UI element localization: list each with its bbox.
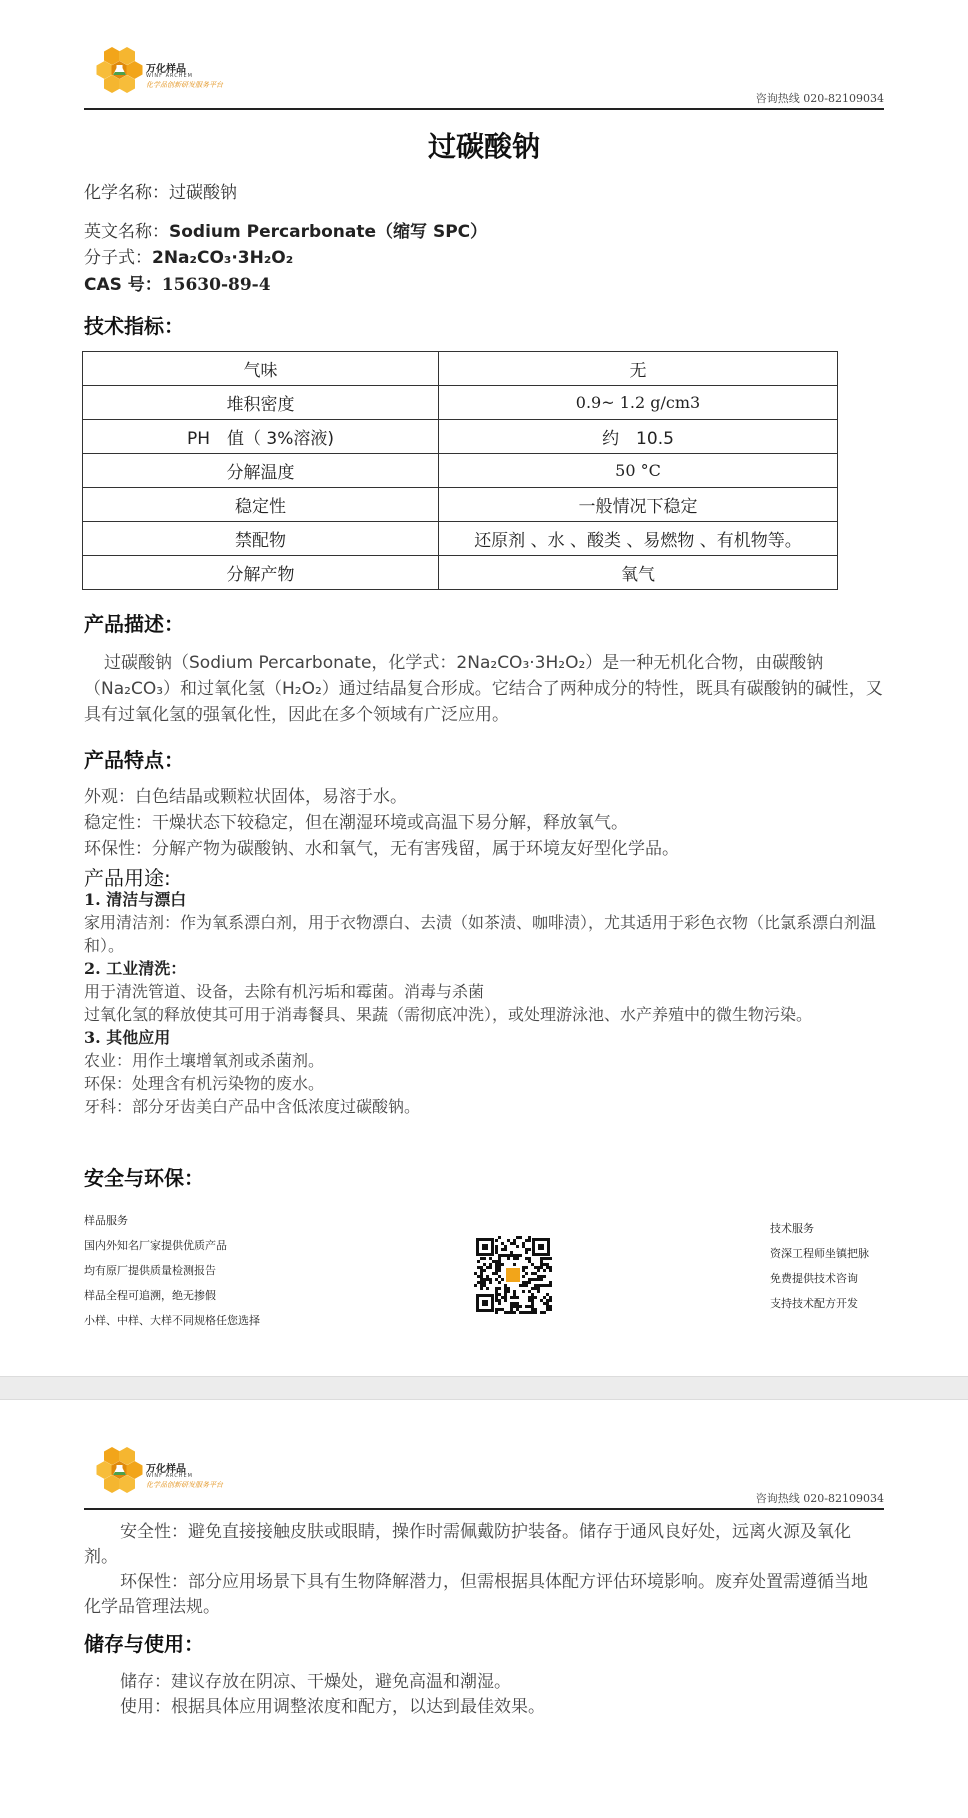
description-paragraph: 过碳酸钠（Sodium Percarbonate，化学式：2Na₂CO₃·3H₂O₂）是一种无机化合物，由碳酸钠（Na₂CO₃）和过氧化氢（H₂O₂）通过结晶复合形成。它结合了两种成分的特性，既具有碳酸钠的碱性，又具有过氧化氢的强氧化性，因此在多个领域有广泛应用。 <box>84 653 883 725</box>
table-row <box>83 454 838 488</box>
chemical-name-label: 化学名称： <box>84 183 169 203</box>
storage-text: 储存：建议存放在阴凉、干燥处，避免高温和潮湿。 <box>120 1672 511 1692</box>
uses-section-3-line-3: 牙科：部分牙齿美白产品中含低浓度过碳酸钠。 <box>84 1097 421 1116</box>
features-list <box>84 784 884 862</box>
brand-name: 万化样品 <box>146 64 186 75</box>
honeycomb-icon <box>97 1447 143 1493</box>
brand-name-en: WINF ARCHEM <box>146 73 193 79</box>
uses-section-3-line-2: 环保：处理含有机污染物的废水。 <box>84 1074 325 1093</box>
brand-name-en: WINF ARCHEM <box>146 1473 193 1479</box>
uses-heading: 产品用途: <box>84 866 171 890</box>
feature-appearance: 外观：白色结晶或颗粒状固体，易溶于水。 <box>84 787 407 807</box>
cas-label: CAS 号： <box>84 275 162 295</box>
cas-row <box>84 270 271 295</box>
uses-section-3-title: 3. 其他应用 <box>84 1028 171 1047</box>
chemical-name-value: 过碳酸钠 <box>169 183 237 203</box>
tech-service-item: 支持技术配方开发 <box>770 1297 858 1310</box>
table-row <box>83 522 838 556</box>
english-name-value: Sodium Percarbonate（缩写 SPC） <box>169 222 488 242</box>
tech-service-list <box>770 1216 869 1316</box>
safety-heading: 安全与环保： <box>84 1166 204 1190</box>
specs-heading: 技术指标： <box>84 314 184 338</box>
safety-text: 安全性：避免直接接触皮肤或眼睛，操作时需佩戴防护装备。储存于通风良好处，远离火源及氧化剂。 <box>84 1522 851 1567</box>
formula-value: 2Na₂CO₃·3H₂O₂ <box>152 248 294 268</box>
table-cell-key: 堆积密度 <box>83 386 439 420</box>
uses-section-1-text: 家用清洁剂：作为氧系漂白剂，用于衣物漂白、去渍（如茶渍、咖啡渍），尤其适用于彩色衣物（比氯系漂白剂温和）。 <box>84 913 877 955</box>
page-header <box>84 1444 884 1510</box>
table-cell-key: 气味 <box>83 352 439 386</box>
tech-service-title: 技术服务 <box>770 1222 814 1235</box>
formula-row <box>84 243 293 268</box>
table-cell-key: 禁配物 <box>83 522 439 556</box>
hotline: 咨询热线 020-82109034 <box>755 1492 884 1505</box>
table-cell-key: 分解产物 <box>83 556 439 590</box>
table-cell-key: PH 值（ 3%溶液) <box>83 420 439 454</box>
table-row <box>83 420 838 454</box>
sample-service-title: 样品服务 <box>84 1214 128 1227</box>
table-cell-key: 稳定性 <box>83 488 439 522</box>
uses-section-1-title: 1. 清洁与漂白 <box>84 890 187 909</box>
environment-text: 环保性：部分应用场景下具有生物降解潜力，但需根据具体配方评估环境影响。废弃处置需遵循当地化学品管理法规。 <box>84 1572 868 1617</box>
safety-content <box>84 1520 884 1620</box>
description-heading: 产品描述： <box>84 612 184 636</box>
hotline: 咨询热线 020-82109034 <box>755 92 884 105</box>
feature-eco: 环保性：分解产物为碳酸钠、水和氧气，无有害残留，属于环境友好型化学品。 <box>84 839 679 859</box>
sample-service-list <box>84 1208 260 1333</box>
table-cell-value: 约 10.5 <box>439 420 838 454</box>
english-name-label: 英文名称： <box>84 222 169 242</box>
specs-table <box>82 351 838 590</box>
cas-value: 15630-89-4 <box>161 275 271 295</box>
brand-name: 万化样品 <box>146 1464 186 1475</box>
table-row <box>83 488 838 522</box>
uses-section-2-line-1: 用于清洗管道、设备，去除有机污垢和霉菌。消毒与杀菌 <box>84 982 485 1001</box>
features-heading: 产品特点： <box>84 748 184 772</box>
chemical-name-row <box>84 178 237 203</box>
table-row <box>83 386 838 420</box>
brand-slogan: 化学品创新研发服务平台 <box>146 1481 223 1489</box>
uses-section-3-line-1: 农业：用作土壤增氧剂或杀菌剂。 <box>84 1051 325 1070</box>
table-cell-value: 氧气 <box>439 556 838 590</box>
formula-label: 分子式： <box>84 248 152 268</box>
tech-service-item: 免费提供技术咨询 <box>770 1272 858 1285</box>
page-title: 过碳酸钠 <box>427 130 540 163</box>
qr-logo-icon <box>506 1268 520 1282</box>
table-row <box>83 556 838 590</box>
tech-service-item: 资深工程师坐镇把脉 <box>770 1247 869 1260</box>
uses-content <box>84 888 884 1118</box>
brand-slogan: 化学品创新研发服务平台 <box>146 81 223 89</box>
sample-service-item: 小样、中样、大样不同规格任您选择 <box>84 1314 260 1327</box>
page-header <box>84 44 884 110</box>
english-name-row <box>84 217 487 242</box>
page-2 <box>0 1400 968 1818</box>
uses-section-2-line-2: 过氧化氢的释放使其可用于消毒餐具、果蔬（需彻底冲洗），或处理游泳池、水产养殖中的微生物污染。 <box>84 1005 813 1024</box>
usage-text: 使用：根据具体应用调整浓度和配方，以达到最佳效果。 <box>120 1697 545 1717</box>
storage-heading: 储存与使用： <box>84 1632 204 1656</box>
description-text <box>84 650 884 728</box>
qr-code[interactable] <box>474 1236 552 1314</box>
sample-service-item: 均有原厂提供质量检测报告 <box>84 1264 216 1277</box>
table-row <box>83 352 838 386</box>
sample-service-item: 国内外知名厂家提供优质产品 <box>84 1239 227 1252</box>
page-separator <box>0 1376 968 1400</box>
table-cell-value: 一般情况下稳定 <box>439 488 838 522</box>
honeycomb-icon <box>97 47 143 93</box>
table-cell-key: 分解温度 <box>83 454 439 488</box>
storage-content <box>84 1670 884 1720</box>
table-cell-value: 0.9~ 1.2 g/cm3 <box>439 386 838 420</box>
sample-service-item: 样品全程可追溯，绝无掺假 <box>84 1289 216 1302</box>
table-cell-value: 还原剂 、水 、酸类 、易燃物 、有机物等。 <box>439 522 838 556</box>
uses-section-2-title: 2. 工业清洗： <box>84 959 187 978</box>
feature-stability: 稳定性：干燥状态下较稳定，但在潮湿环境或高温下易分解，释放氧气。 <box>84 813 628 833</box>
table-cell-value: 50 °C <box>439 454 838 488</box>
table-cell-value: 无 <box>439 352 838 386</box>
